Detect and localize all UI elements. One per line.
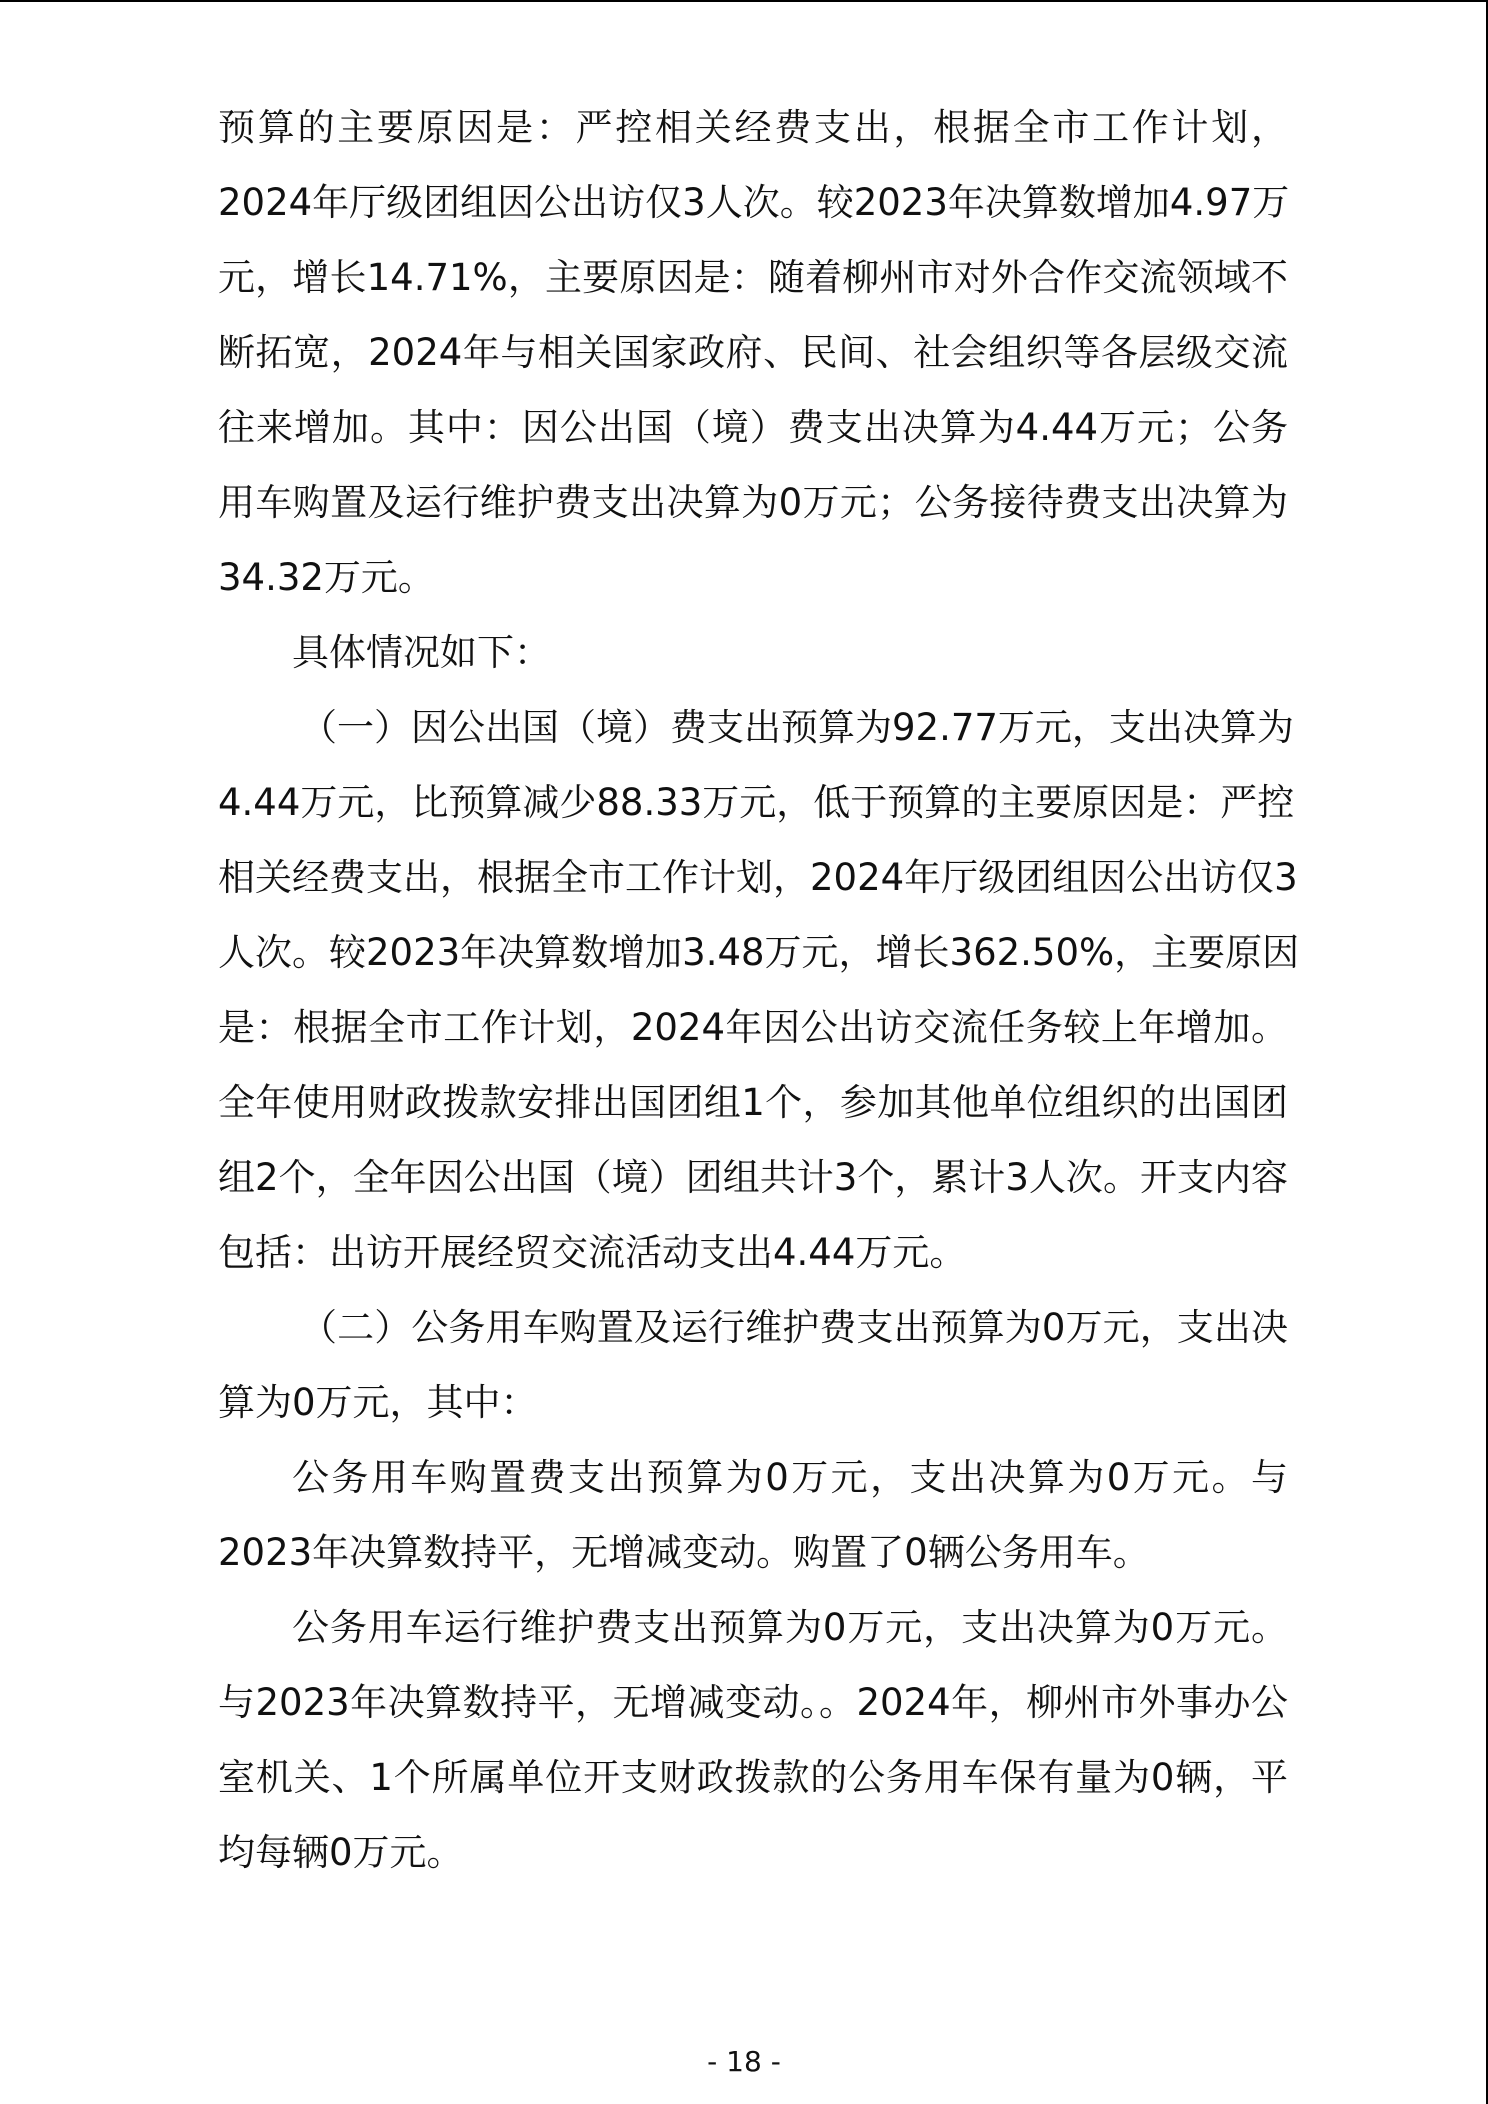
text-line: 元，增长14.71%，主要原因是：随着柳州市对外合作交流领域不 bbox=[218, 256, 1288, 299]
text-line: 34.32万元。 bbox=[218, 556, 435, 599]
text-line: 是：根据全市工作计划，2024年因公出访交流任务较上年增加。 bbox=[218, 1006, 1288, 1049]
text-line: 公务用车运行维护费支出预算为0万元，支出决算为0万元。 bbox=[292, 1606, 1288, 1649]
text-line: 算为0万元，其中： bbox=[218, 1381, 538, 1424]
text-line: 组2个，全年因公出国（境）团组共计3个，累计3人次。开支内容 bbox=[218, 1156, 1288, 1199]
text-line: 均每辆0万元。 bbox=[218, 1831, 464, 1874]
text-line: 公务用车购置费支出预算为0万元，支出决算为0万元。与 bbox=[292, 1456, 1288, 1499]
paragraph-details-intro bbox=[218, 623, 1288, 698]
text-line: （二）公务用车购置及运行维护费支出预算为0万元，支出决 bbox=[300, 1306, 1288, 1349]
text-line: 用车购置及运行维护费支出决算为0万元；公务接待费支出决算为 bbox=[218, 481, 1288, 524]
text-line: 具体情况如下： bbox=[292, 631, 551, 674]
text-line: 与2023年决算数持平，无增减变动。。2024年，柳州市外事办公 bbox=[218, 1681, 1288, 1724]
document-body bbox=[218, 98, 1300, 1898]
text-line: 人次。较2023年决算数增加3.48万元，增长362.50%，主要原因 bbox=[218, 931, 1300, 974]
text-line: 往来增加。其中：因公出国（境）费支出决算为4.44万元；公务 bbox=[218, 406, 1288, 449]
paragraph-official-vehicles bbox=[218, 1298, 1288, 1448]
text-line: 2024年厅级团组因公出访仅3人次。较2023年决算数增加4.97万 bbox=[218, 181, 1290, 224]
text-line: 断拓宽，2024年与相关国家政府、民间、社会组织等各层级交流 bbox=[218, 331, 1288, 374]
text-line: 室机关、1个所属单位开支财政拨款的公务用车保有量为0辆，平 bbox=[218, 1756, 1288, 1799]
page-number: - 18 - bbox=[707, 2045, 781, 2078]
page-border-top bbox=[0, 0, 1488, 2]
paragraph-vehicle-maintenance bbox=[218, 1598, 1288, 1898]
text-line: 全年使用财政拨款安排出国团组1个，参加其他单位组织的出国团 bbox=[218, 1081, 1288, 1124]
text-line: 预算的主要原因是：严控相关经费支出，根据全市工作计划， bbox=[218, 106, 1288, 149]
text-line: 2023年决算数持平，无增减变动。购置了0辆公务用车。 bbox=[218, 1531, 1150, 1574]
text-line: 4.44万元，比预算减少88.33万元，低于预算的主要原因是：严控 bbox=[218, 781, 1295, 824]
text-line: 包括：出访开展经贸交流活动支出4.44万元。 bbox=[218, 1231, 967, 1274]
paragraph-budget-reason bbox=[218, 98, 1288, 623]
text-line: 相关经费支出，根据全市工作计划，2024年厅级团组因公出访仅3 bbox=[218, 856, 1298, 899]
paragraph-vehicle-purchase bbox=[218, 1448, 1288, 1598]
paragraph-overseas-travel bbox=[218, 698, 1300, 1298]
text-line: （一）因公出国（境）费支出预算为92.77万元，支出决算为 bbox=[300, 706, 1294, 749]
